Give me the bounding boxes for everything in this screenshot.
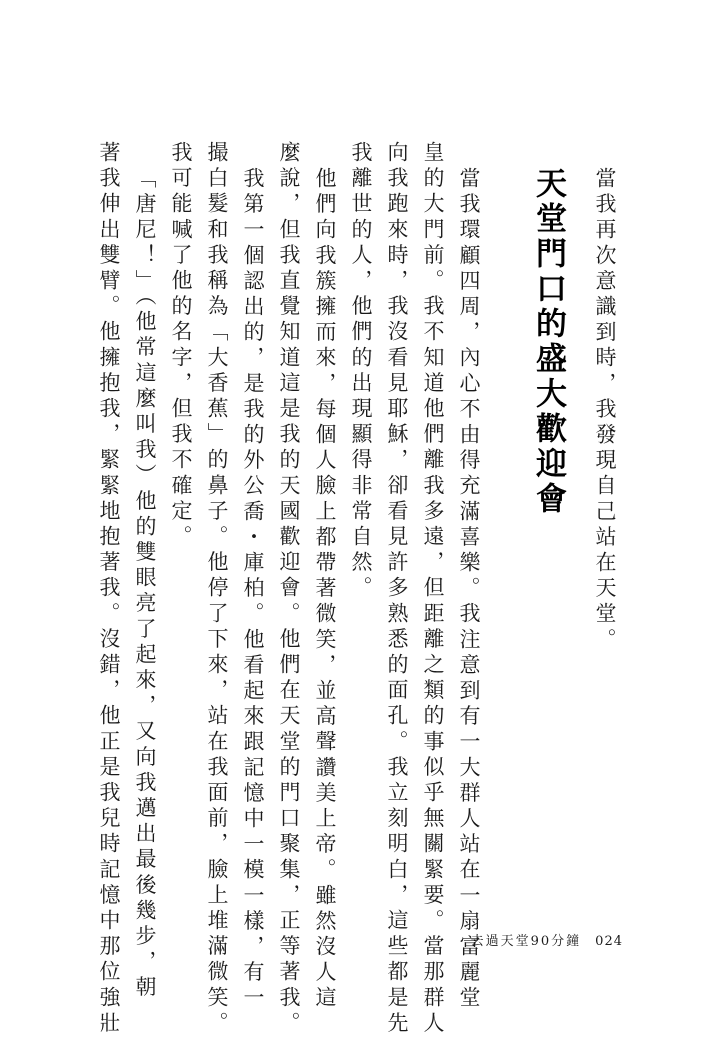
text-column: 皇的大門前。我不知道他們離我多遠，但距離之類的事似乎無關緊要。當那群人 bbox=[421, 141, 445, 1037]
text-column: 我離世的人，他們的出現顯得非常自然。 bbox=[349, 141, 373, 602]
text-column: 撮白髮和我稱為「大香蕉」的鼻子。他停了下來，站在我面前，臉上堆滿微笑。 bbox=[205, 141, 229, 1037]
page-number: 024 bbox=[595, 934, 623, 949]
chapter-intro-line: 當我再次意識到時，我發現自己站在天堂。 bbox=[593, 167, 617, 654]
text-column: 我第一個認出的，是我的外公喬・庫柏。他看起來跟記憶中一模一樣，有一 bbox=[241, 167, 265, 1012]
page-footer bbox=[471, 930, 623, 949]
text-column: 他們向我簇擁而來，每個人臉上都帶著微笑，並高聲讚美上帝。雖然沒人這 bbox=[313, 167, 337, 1012]
text-column: 「唐尼！」（他常這麼叫我）他的雙眼亮了起來，又向我邁出最後幾步，朝 bbox=[133, 167, 157, 1002]
chapter-heading: 天堂門口的盛大歡迎會 bbox=[530, 167, 566, 517]
text-column: 著我伸出雙臂。他擁抱我，緊緊地抱著我。沒錯，他正是我兒時記憶中那位強壯 bbox=[97, 141, 121, 1037]
text-column: 我可能喊了他的名字，但我不確定。 bbox=[169, 141, 193, 551]
text-column: 向我跑來時，我沒看見耶穌，卻看見許多熟悉的面孔。我立刻明白，這些都是先 bbox=[385, 141, 409, 1037]
text-column: 麼說，但我直覺知道這是我的天國歡迎會。他們在天堂的門口聚集，正等著我。 bbox=[277, 141, 301, 1037]
book-title: 去過天堂90分鐘 bbox=[470, 934, 582, 949]
text-column: 當我環顧四周，內心不由得充滿喜樂。我注意到有一大群人站在一扇富麗堂 bbox=[457, 167, 481, 1012]
